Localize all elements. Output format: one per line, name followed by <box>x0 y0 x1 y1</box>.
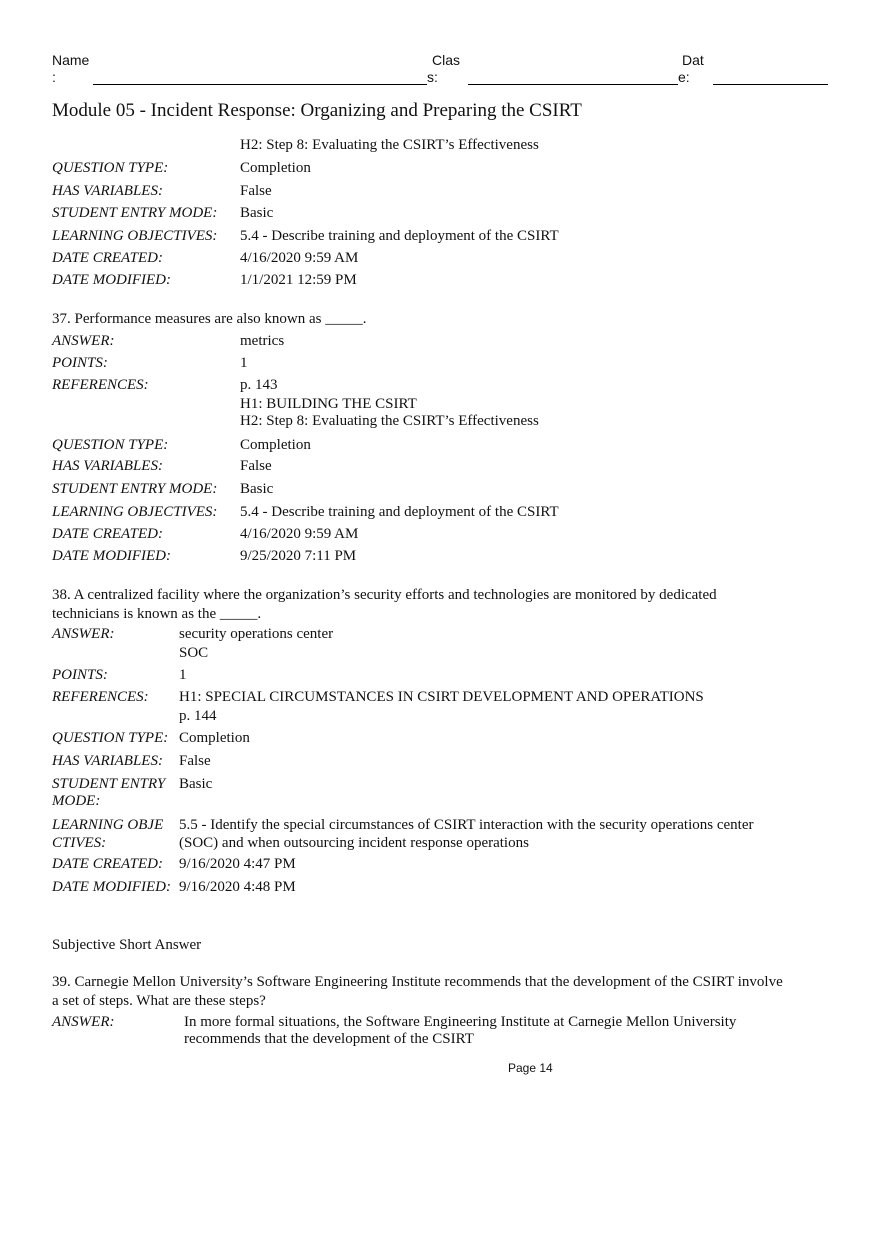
q38-lo-label-2: CTIVES: <box>52 835 107 851</box>
q37-points: 1 <box>240 355 248 371</box>
q36-modified-value: 1/1/2021 12:59 PM <box>240 272 357 288</box>
name-field-line[interactable] <box>93 84 427 85</box>
q37-lo-label: LEARNING OBJECTIVES: <box>52 504 218 520</box>
q36-created-label: DATE CREATED: <box>52 250 163 266</box>
q37-answer: metrics <box>240 333 285 349</box>
q37-answer-label: ANSWER: <box>52 333 115 349</box>
q36-qtype-value: Completion <box>240 160 311 176</box>
q39-answer-label: ANSWER: <box>52 1014 115 1030</box>
q37-hasvar-value: False <box>240 458 272 474</box>
class-field-line[interactable] <box>468 84 678 85</box>
q38-question-line1: 38. A centralized facility where the organization’s security efforts and technologies are monitored by dedicated <box>52 587 717 603</box>
page-number: Page 14 <box>508 1061 553 1075</box>
date-colon: e: <box>678 69 690 85</box>
q37-modified-label: DATE MODIFIED: <box>52 548 171 564</box>
q37-reference-2: H1: BUILDING THE CSIRT <box>240 396 417 412</box>
q38-references-label: REFERENCES: <box>52 689 149 705</box>
date-field-line[interactable] <box>713 84 828 85</box>
q37-modified-value: 9/25/2020 7:11 PM <box>240 548 357 564</box>
q38-hasvar-label: HAS VARIABLES: <box>52 753 163 769</box>
q37-created-value: 4/16/2020 9:59 AM <box>240 526 359 542</box>
q37-reference-1: p. 143 <box>240 377 278 393</box>
q37-lo-value: 5.4 - Describe training and deployment of the CSIRT <box>240 504 559 520</box>
q36-entry-label: STUDENT ENTRY MODE: <box>52 205 218 221</box>
q38-lo-label-1: LEARNING OBJE <box>52 817 164 833</box>
q36-created-value: 4/16/2020 9:59 AM <box>240 250 359 266</box>
q36-hasvar-label: HAS VARIABLES: <box>52 183 163 199</box>
q38-created-label: DATE CREATED: <box>52 856 163 872</box>
q37-entry-label: STUDENT ENTRY MODE: <box>52 481 218 497</box>
q38-answer-label: ANSWER: <box>52 626 115 642</box>
q38-points-label: POINTS: <box>52 667 108 683</box>
q38-modified-value: 9/16/2020 4:48 PM <box>179 879 296 895</box>
q37-created-label: DATE CREATED: <box>52 526 163 542</box>
q38-lo-value-1: 5.5 - Identify the special circumstances of CSIRT interaction with the security operations center <box>179 817 754 833</box>
q36-lo-label: LEARNING OBJECTIVES: <box>52 228 218 244</box>
q36-modified-label: DATE MODIFIED: <box>52 272 171 288</box>
q38-answer-1: security operations center <box>179 626 334 642</box>
q39-answer-line1: In more formal situations, the Software Engineering Institute at Carnegie Mellon University <box>184 1014 737 1030</box>
q37-references-label: REFERENCES: <box>52 377 149 393</box>
q38-created-value: 9/16/2020 4:47 PM <box>179 856 296 872</box>
q37-hasvar-label: HAS VARIABLES: <box>52 458 163 474</box>
date-label: Dat <box>682 52 704 68</box>
q38-reference-2: p. 144 <box>179 708 217 724</box>
section-heading: Subjective Short Answer <box>52 937 202 953</box>
q37-question: 37. Performance measures are also known as _____. <box>52 311 367 327</box>
q36-hasvar-value: False <box>240 183 272 199</box>
q38-answer-2: SOC <box>179 645 209 661</box>
q37-qtype-value: Completion <box>240 437 311 453</box>
q38-reference-1: H1: SPECIAL CIRCUMSTANCES IN CSIRT DEVELOPMENT AND OPERATIONS <box>179 689 704 705</box>
q38-lo-value-2: (SOC) and when outsourcing incident response operations <box>179 835 529 851</box>
q38-hasvar-value: False <box>179 753 211 769</box>
q38-question-line2: technicians is known as the _____. <box>52 606 262 622</box>
q37-entry-value: Basic <box>240 481 274 497</box>
q38-entry-label-1: STUDENT ENTRY <box>52 776 166 792</box>
q39-answer-line2: recommends that the development of the CSIRT <box>184 1031 474 1047</box>
q38-qtype-value: Completion <box>179 730 250 746</box>
name-label: Name <box>52 52 90 68</box>
q37-points-label: POINTS: <box>52 355 108 371</box>
q37-qtype-label: QUESTION TYPE: <box>52 437 169 453</box>
q36-lo-value: 5.4 - Describe training and deployment of the CSIRT <box>240 228 559 244</box>
class-colon: s: <box>427 69 438 85</box>
q36-qtype-label: QUESTION TYPE: <box>52 160 169 176</box>
page-title: Module 05 - Incident Response: Organizing and Preparing the CSIRT <box>52 100 582 121</box>
q38-points: 1 <box>179 667 187 683</box>
q37-reference-3: H2: Step 8: Evaluating the CSIRT’s Effectiveness <box>240 413 539 429</box>
q38-entry-value: Basic <box>179 776 213 792</box>
class-label: Clas <box>432 52 461 68</box>
q38-qtype-label: QUESTION TYPE: <box>52 730 169 746</box>
q36-entry-value: Basic <box>240 205 274 221</box>
q39-question-line1: 39. Carnegie Mellon University’s Software Engineering Institute recommends that the development of the CSIRT involve <box>52 974 783 990</box>
q39-question-line2: a set of steps. What are these steps? <box>52 993 266 1009</box>
name-colon: : <box>52 69 56 85</box>
q36-reference-cont: H2: Step 8: Evaluating the CSIRT’s Effectiveness <box>240 137 539 153</box>
q38-entry-label-2: MODE: <box>52 793 101 809</box>
q38-modified-label: DATE MODIFIED: <box>52 879 171 895</box>
